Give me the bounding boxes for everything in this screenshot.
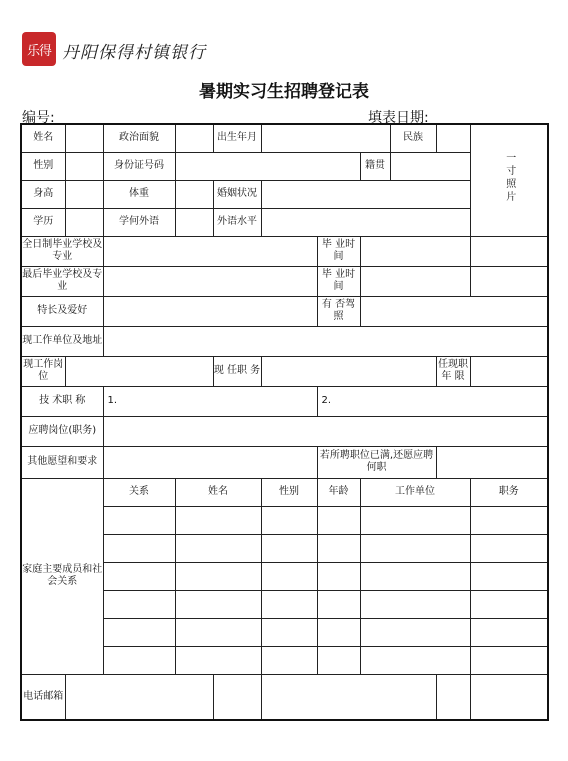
skills-field[interactable] (103, 296, 317, 326)
current-position-label: 现工作岗 位 (21, 356, 65, 386)
family-cell[interactable] (317, 590, 360, 618)
native-place-label: 籍贯 (360, 152, 390, 180)
latest-school-label: 最后毕业学校及专业 (21, 266, 103, 296)
family-cell[interactable] (360, 590, 470, 618)
family-cell[interactable] (360, 506, 470, 534)
date-label: 填表日期: (368, 110, 429, 126)
political-status-label: 政治面貌 (103, 124, 175, 152)
contact-cell[interactable] (436, 674, 470, 720)
current-employer-label: 现工作单位及地址 (21, 326, 103, 356)
native-place-field[interactable] (390, 152, 470, 180)
gender-field[interactable] (65, 152, 103, 180)
applied-position-field[interactable] (103, 416, 548, 446)
family-cell[interactable] (360, 618, 470, 646)
applied-position-label: 应聘岗位(职务) (21, 416, 103, 446)
foreign-language-label: 学何外语 (103, 208, 175, 236)
family-cell[interactable] (317, 506, 360, 534)
family-cell[interactable] (103, 562, 175, 590)
latest-school-field[interactable] (103, 266, 317, 296)
family-cell[interactable] (175, 534, 261, 562)
family-cell[interactable] (103, 534, 175, 562)
marital-status-field[interactable] (261, 180, 470, 208)
current-employer-field[interactable] (103, 326, 548, 356)
term-field[interactable] (470, 356, 548, 386)
weight-label: 体重 (103, 180, 175, 208)
id-number-label: 身份证号码 (103, 152, 175, 180)
family-header-title: 职务 (470, 478, 548, 506)
family-header-relation: 关系 (103, 478, 175, 506)
gender-label: 性别 (21, 152, 65, 180)
tech-title-field-1[interactable]: 1. (103, 386, 317, 416)
family-cell[interactable] (317, 646, 360, 674)
family-cell[interactable] (175, 590, 261, 618)
tech-title-field-2[interactable]: 2. (317, 386, 548, 416)
row-blank (470, 266, 548, 296)
family-cell[interactable] (103, 646, 175, 674)
foreign-language-field[interactable] (175, 208, 213, 236)
family-cell[interactable] (360, 534, 470, 562)
name-field[interactable] (65, 124, 103, 152)
height-field[interactable] (65, 180, 103, 208)
current-title-label: 现 任职 务 (213, 356, 261, 386)
education-field[interactable] (65, 208, 103, 236)
family-cell[interactable] (175, 646, 261, 674)
other-wishes-field[interactable] (103, 446, 317, 478)
phone-email-label: 电话邮箱 (21, 674, 65, 720)
registration-form (20, 123, 549, 721)
birth-date-label: 出生年月 (213, 124, 261, 152)
family-header-gender: 性别 (261, 478, 317, 506)
birth-date-field[interactable] (261, 124, 390, 152)
photo-box[interactable] (470, 124, 548, 236)
latest-grad-time-label: 毕 业时 间 (317, 266, 360, 296)
family-cell[interactable] (261, 618, 317, 646)
family-cell[interactable] (470, 534, 548, 562)
marital-status-label: 婚姻状况 (213, 180, 261, 208)
grad-time-field[interactable] (360, 236, 470, 266)
skills-label: 特长及爱好 (21, 296, 103, 326)
family-header-employer: 工作单位 (360, 478, 470, 506)
family-cell[interactable] (317, 618, 360, 646)
page-title: 暑期实习生招聘登记表 (199, 82, 369, 102)
fulltime-school-field[interactable] (103, 236, 317, 266)
family-cell[interactable] (470, 562, 548, 590)
tech-title-label: 技 术职 称 (21, 386, 103, 416)
family-cell[interactable] (470, 590, 548, 618)
height-label: 身高 (21, 180, 65, 208)
driving-license-field[interactable] (360, 296, 548, 326)
family-cell[interactable] (317, 562, 360, 590)
grad-time-label: 毕 业时 间 (317, 236, 360, 266)
language-level-field[interactable] (261, 208, 470, 236)
family-cell[interactable] (175, 618, 261, 646)
contact-cell[interactable] (213, 674, 261, 720)
family-cell[interactable] (175, 506, 261, 534)
id-number-field[interactable] (175, 152, 360, 180)
phone-field[interactable] (65, 674, 213, 720)
language-level-label: 外语水平 (213, 208, 261, 236)
logo-text: 乐得 (26, 43, 51, 59)
current-title-field[interactable] (261, 356, 436, 386)
education-label: 学历 (21, 208, 65, 236)
name-label: 姓名 (21, 124, 65, 152)
if-position-full-label: 若所聘职位已满,还愿应聘何职 (317, 446, 436, 478)
if-position-full-field[interactable] (436, 446, 548, 478)
bank-name: 丹阳保得村镇银行 (62, 43, 206, 63)
family-cell[interactable] (175, 562, 261, 590)
number-label: 编号: (22, 110, 55, 126)
family-cell[interactable] (470, 506, 548, 534)
family-cell[interactable] (470, 646, 548, 674)
term-label: 任现职年 限 (436, 356, 470, 386)
driving-license-label: 有 否驾 照 (317, 296, 360, 326)
family-cell[interactable] (360, 562, 470, 590)
family-header-name: 姓名 (175, 478, 261, 506)
family-cell[interactable] (317, 534, 360, 562)
family-label: 家庭主要成员和社会关系 (21, 478, 103, 674)
family-cell[interactable] (103, 590, 175, 618)
family-cell[interactable] (261, 590, 317, 618)
ethnicity-field[interactable] (436, 124, 470, 152)
family-cell[interactable] (103, 506, 175, 534)
weight-field[interactable] (175, 180, 213, 208)
family-cell[interactable] (261, 534, 317, 562)
family-cell[interactable] (470, 618, 548, 646)
family-cell[interactable] (261, 506, 317, 534)
fulltime-school-label: 全日制毕业学校及专业 (21, 236, 103, 266)
family-cell[interactable] (103, 618, 175, 646)
photo-label: 一寸照片 (503, 152, 515, 205)
ethnicity-label: 民族 (390, 124, 436, 152)
family-cell[interactable] (360, 646, 470, 674)
political-status-field[interactable] (175, 124, 213, 152)
contact-cell[interactable] (470, 674, 548, 720)
email-field[interactable] (261, 674, 436, 720)
family-cell[interactable] (261, 646, 317, 674)
other-wishes-label: 其他愿望和要求 (21, 446, 103, 478)
family-header-age: 年龄 (317, 478, 360, 506)
current-position-field[interactable] (65, 356, 213, 386)
bank-logo (22, 32, 56, 66)
family-cell[interactable] (261, 562, 317, 590)
photo-row-blank (470, 236, 548, 266)
latest-grad-time-field[interactable] (360, 266, 470, 296)
